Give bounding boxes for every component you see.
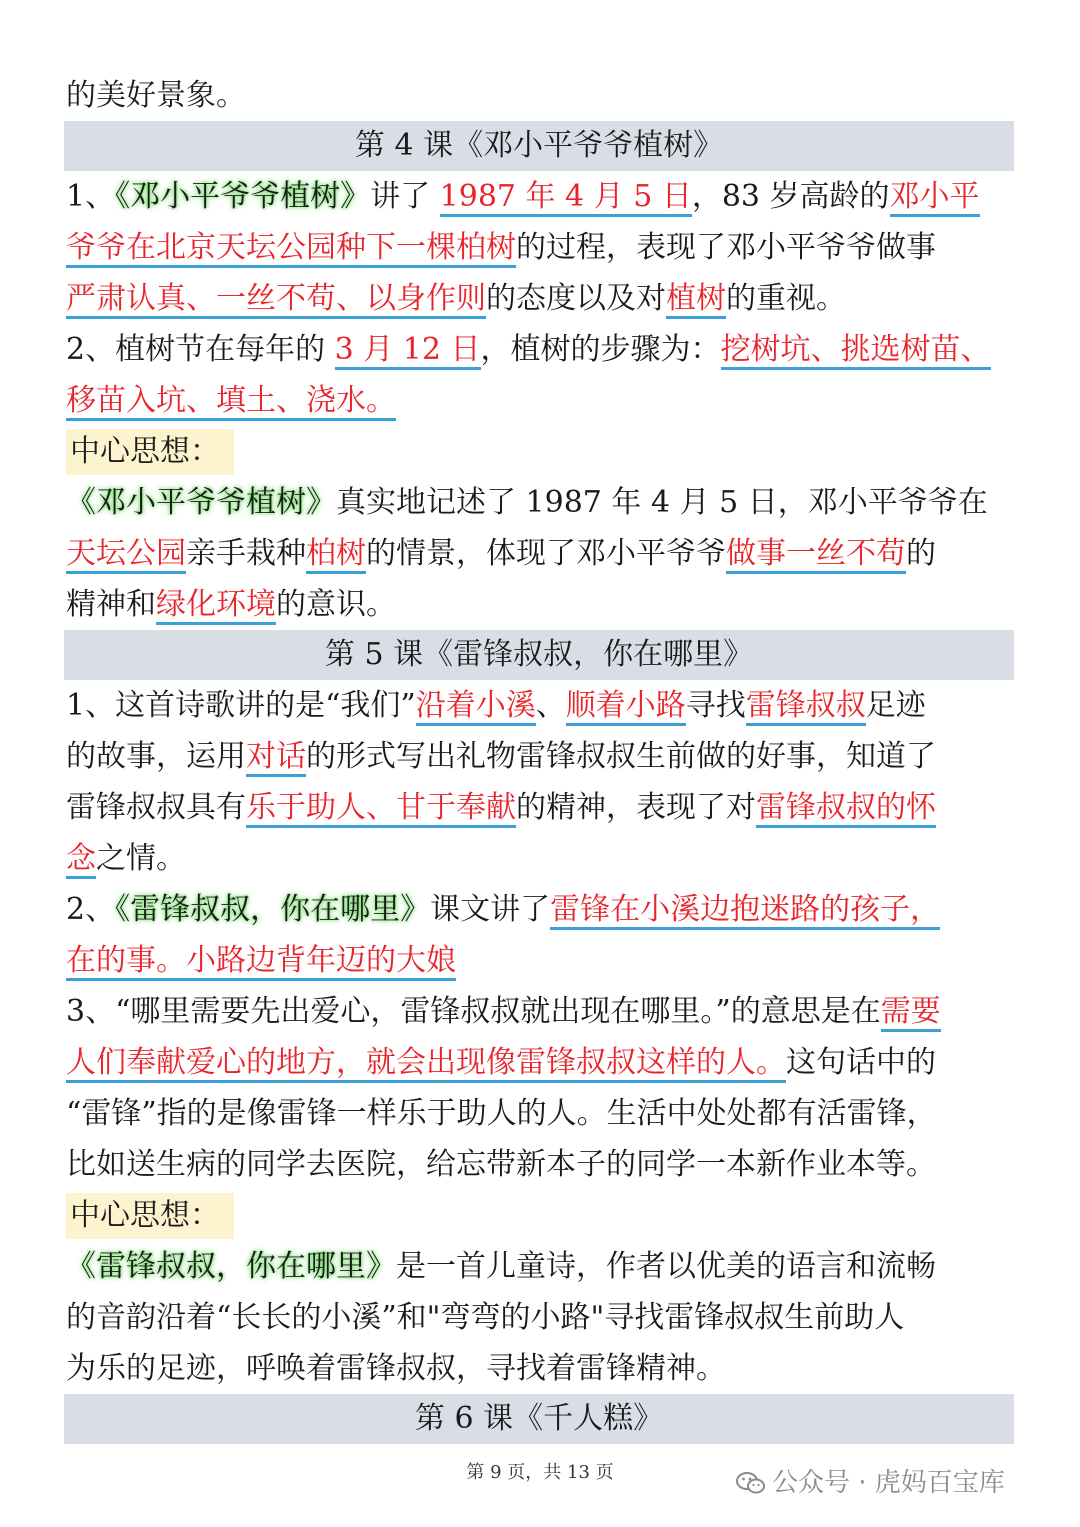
text: 的意识。	[276, 587, 396, 622]
text: 精神和	[66, 587, 156, 622]
text-line	[66, 273, 1014, 324]
highlight-title: 《雷锋叔叔，你在哪里》	[115, 892, 431, 927]
key-point: 1987 年 4 月 5 日	[440, 179, 692, 217]
central-idea-tag: 中心思想：	[66, 1193, 234, 1239]
text-line	[66, 833, 1014, 884]
text: 是一首儿童诗，作者以优美的语言和流畅	[396, 1249, 936, 1284]
highlight-title: 《雷锋叔叔，你在哪里》	[66, 1249, 396, 1284]
key-point: 天坛公园	[66, 536, 186, 574]
text: 真实地记述了 1987 年 4 月 5 日，邓小平爷爷在	[336, 485, 988, 520]
text: 3、“哪里需要先出爱心，雷锋叔叔就出现在哪里。”的意思是在	[66, 994, 881, 1029]
text: 课文讲了	[430, 892, 551, 927]
key-point: 念	[66, 841, 96, 879]
text: 的态度以及对	[486, 281, 666, 316]
text: 的故事，运用	[66, 739, 246, 774]
text-line	[66, 731, 1014, 782]
text: 足迹	[865, 688, 926, 723]
text: 的重视。	[726, 281, 846, 316]
text-line	[66, 1292, 1014, 1343]
text: 为乐的足迹，呼唤着雷锋叔叔，寻找着雷锋精神。	[66, 1351, 726, 1386]
text: 之情。	[96, 841, 186, 876]
text-line	[66, 935, 1014, 986]
key-point: 对话	[246, 739, 306, 777]
text: ，植树的步骤为：	[480, 332, 721, 367]
text-line	[66, 680, 1014, 731]
central-idea-tag: 中心思想：	[66, 429, 234, 475]
key-point: 顺着小路	[566, 688, 686, 726]
text-line	[66, 1088, 1014, 1139]
text: 讲了	[370, 179, 440, 214]
watermark	[736, 1462, 1005, 1499]
highlight-title: 《邓小平爷爷植树》	[115, 179, 371, 214]
text-line	[66, 1241, 1014, 1292]
key-point: 沿着小溪	[416, 688, 536, 726]
text: 1、这首诗歌讲的是“我们”	[66, 688, 416, 723]
text-line	[66, 1190, 1014, 1241]
text-line	[66, 426, 1014, 477]
text: ，83 岁高龄的	[691, 179, 890, 214]
page-number: 第 9 页，共 13 页	[466, 1462, 614, 1483]
text: 雷锋叔叔具有	[66, 790, 246, 825]
text: 2、植树节在每年的	[66, 332, 335, 367]
key-point: 人们奉献爱心的地方，就会出现像雷锋叔叔这样的人。	[66, 1045, 786, 1083]
text: 、	[535, 688, 566, 723]
text-line	[66, 1037, 1014, 1088]
highlight-title: 《邓小平爷爷植树》	[66, 485, 336, 520]
lesson-heading-4: 第 4 课《邓小平爷爷植树》	[64, 121, 1014, 171]
lesson-heading-6: 第 6 课《千人糕》	[64, 1394, 1014, 1444]
text-line	[66, 70, 1014, 121]
text-line	[66, 986, 1014, 1037]
key-point: 3 月 12 日	[335, 332, 481, 370]
text-line	[66, 171, 1014, 222]
key-point: 严肃认真、一丝不苟、以身作则	[66, 281, 486, 319]
key-point: 雷锋叔叔的怀	[756, 790, 936, 828]
key-point: 做事一丝不苟	[726, 536, 906, 574]
text: 的	[906, 536, 936, 571]
key-point: 爷爷在北京天坛公园种下一棵柏树	[66, 230, 516, 268]
text-line	[66, 1343, 1014, 1394]
text: 的音韵沿着“长长的小溪”和"弯弯的小路"寻找雷锋叔叔生前助人	[66, 1300, 905, 1335]
text-line	[66, 528, 1014, 579]
text-line	[66, 579, 1014, 630]
key-point: 柏树	[306, 536, 366, 574]
text-line	[66, 884, 1014, 935]
text-line	[66, 375, 1014, 426]
text: 的形式写出礼物雷锋叔叔生前做的好事，知道了	[306, 739, 936, 774]
key-point: 移苗入坑、填土、浇水。	[66, 383, 396, 421]
text: 1、	[66, 179, 116, 214]
key-point: 需要	[881, 994, 941, 1032]
key-point: 雷锋在小溪边抱迷路的孩子，	[550, 892, 940, 930]
wechat-icon	[736, 1471, 766, 1495]
text-line	[66, 222, 1014, 273]
text: 亲手栽种	[186, 536, 306, 571]
text-line	[66, 324, 1014, 375]
text: 的美好景象。	[66, 78, 246, 113]
text: 比如送生病的同学去医院，给忘带新本子的同学一本新作业本等。	[66, 1147, 936, 1182]
document-page	[66, 70, 1014, 1444]
key-point: 在的事。小路边背年迈的大娘	[66, 943, 456, 981]
key-point: 雷锋叔叔	[746, 688, 866, 726]
text: 这句话中的	[786, 1045, 936, 1080]
watermark-text: 公众号 · 虎妈百宝库	[772, 1468, 1005, 1498]
text: 的过程，表现了邓小平爷爷做事	[516, 230, 936, 265]
lesson-heading-5: 第 5 课《雷锋叔叔，你在哪里》	[64, 630, 1014, 680]
text-line	[66, 477, 1014, 528]
key-point: 乐于助人、甘于奉献	[246, 790, 516, 828]
text: 的情景，体现了邓小平爷爷	[366, 536, 726, 571]
text: “雷锋”指的是像雷锋一样乐于助人的人。生活中处处都有活雷锋，	[66, 1096, 937, 1131]
text-line	[66, 782, 1014, 833]
key-point: 挖树坑、挑选树苗、	[721, 332, 991, 370]
text: 2、	[66, 892, 116, 927]
key-point: 绿化环境	[156, 587, 276, 625]
text: 的精神，表现了对	[516, 790, 756, 825]
key-point: 植树	[666, 281, 726, 319]
text: 寻找	[685, 688, 746, 723]
text-line	[66, 1139, 1014, 1190]
key-point: 邓小平	[890, 179, 980, 217]
